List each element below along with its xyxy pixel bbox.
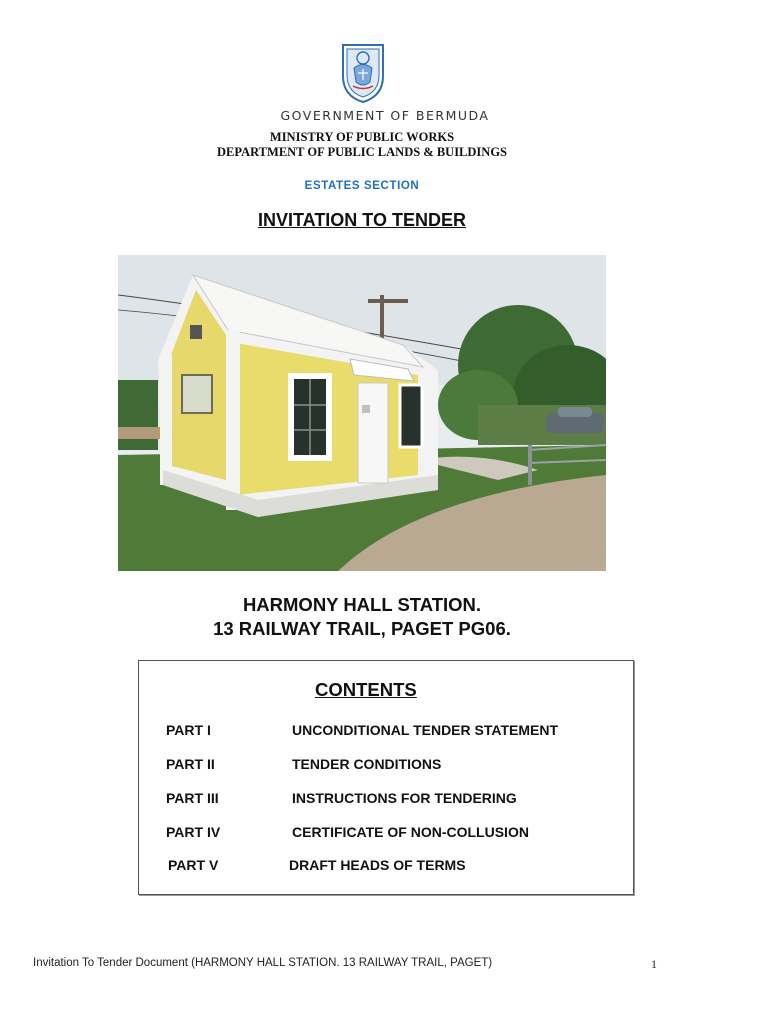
contents-part-title: TENDER CONDITIONS [292, 756, 442, 772]
contents-item [139, 790, 633, 810]
contents-part-title: CERTIFICATE OF NON-COLLUSION [292, 824, 529, 840]
ministry-name: MINISTRY OF PUBLIC WORKS [269, 130, 455, 144]
contents-part-label: PART II [166, 756, 215, 772]
contents-item [139, 824, 633, 844]
page-number: 1 [651, 957, 657, 971]
contents-part-label: PART I [166, 722, 211, 738]
contents-part-title: DRAFT HEADS OF TERMS [289, 857, 466, 873]
contents-item [139, 756, 633, 776]
contents-item [139, 857, 633, 877]
bermuda-coat-of-arms-icon [340, 42, 386, 104]
property-address: 13 RAILWAY TRAIL, PAGET PG06. [213, 618, 511, 639]
contents-part-label: PART III [166, 790, 219, 806]
contents-part-title: UNCONDITIONAL TENDER STATEMENT [292, 722, 558, 738]
contents-part-label: PART IV [166, 824, 221, 840]
document-title: INVITATION TO TENDER [257, 210, 466, 230]
contents-item [139, 722, 633, 742]
contents-heading: CONTENTS [315, 679, 417, 700]
section-name: ESTATES SECTION [304, 180, 420, 192]
department-name: DEPARTMENT OF PUBLIC LANDS & BUILDINGS [217, 145, 507, 159]
government-name: GOVERNMENT OF BERMUDA [280, 108, 490, 123]
contents-box [138, 660, 634, 895]
footer-text: Invitation To Tender Document (HARMONY HALL STATION. 13 RAILWAY TRAIL, PAGET) [33, 957, 493, 969]
contents-part-title: INSTRUCTIONS FOR TENDERING [292, 790, 517, 806]
contents-part-label: PART V [168, 857, 219, 873]
property-name: HARMONY HALL STATION. [242, 594, 482, 615]
property-photo [118, 255, 606, 571]
